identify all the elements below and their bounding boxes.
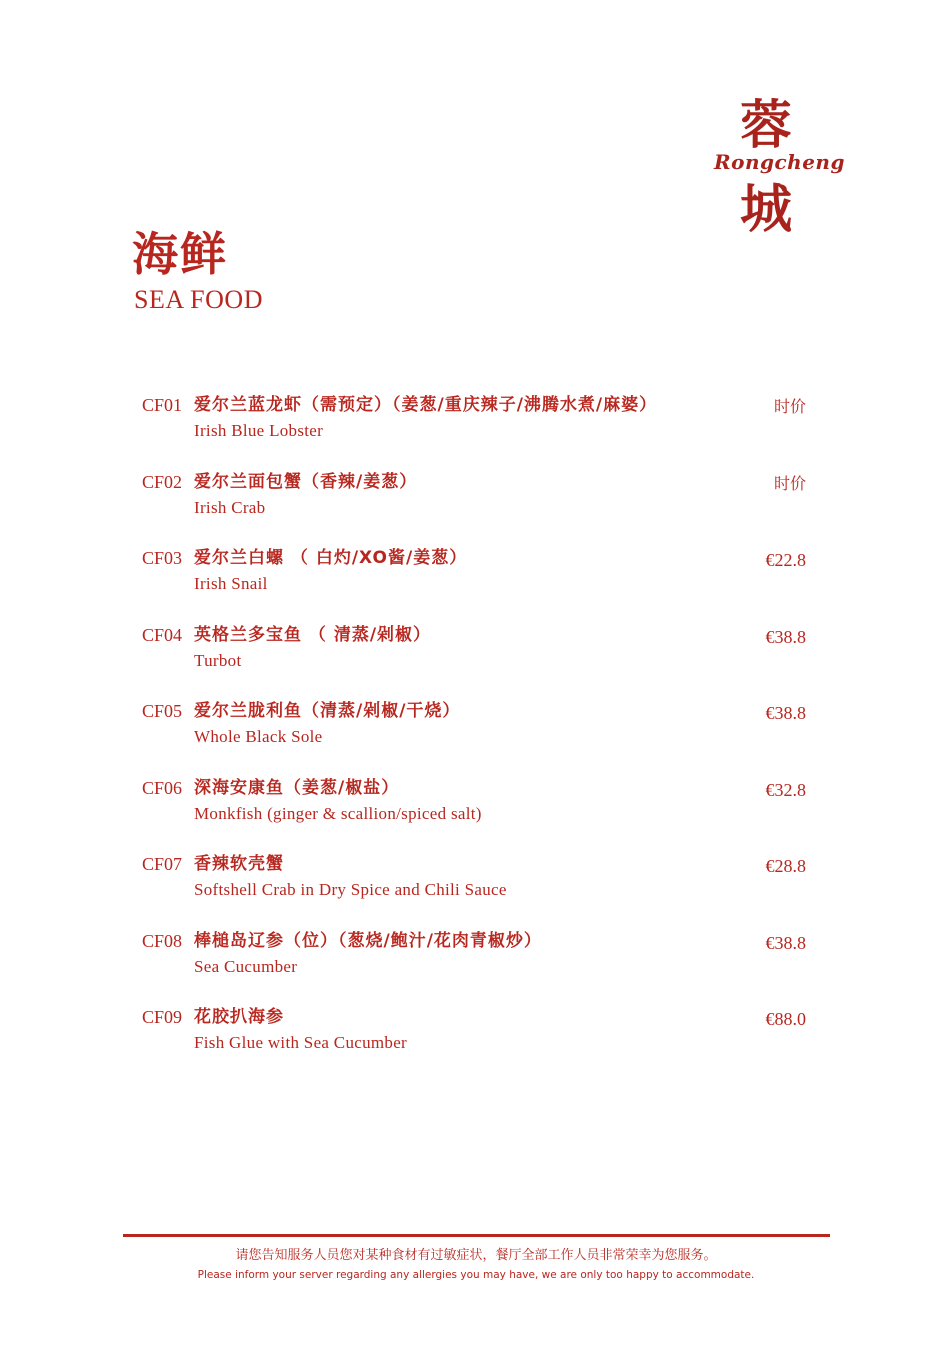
item-name-en: Irish Crab bbox=[194, 497, 266, 517]
menu-item-cf03 bbox=[142, 545, 812, 622]
item-name-en: Irish Snail bbox=[194, 574, 268, 593]
logo-char-bottom: 城 bbox=[740, 179, 793, 240]
item-name-zh: 香辣软壳蟹 bbox=[194, 854, 284, 874]
item-name-en: Fish Glue with Sea Cucumber bbox=[194, 1033, 408, 1052]
item-code: CF06 bbox=[142, 777, 183, 798]
item-price: €28.8 bbox=[765, 856, 806, 876]
item-name-en: Turbot bbox=[194, 650, 242, 670]
logo-char-top: 蓉 bbox=[740, 95, 793, 156]
menu-list bbox=[142, 392, 812, 1081]
footer-divider bbox=[123, 1234, 830, 1237]
item-price: €38.8 bbox=[765, 626, 806, 647]
item-price: 时价 bbox=[773, 397, 806, 416]
section-title-zh: 海鲜 bbox=[132, 227, 228, 281]
item-price: €22.8 bbox=[765, 550, 806, 570]
item-name-zh: 棒槌岛辽参（位）（葱烧/鲍汁/花肉青椒炒） bbox=[194, 930, 542, 951]
item-code: CF03 bbox=[142, 548, 183, 568]
rongcheng-logo bbox=[712, 95, 845, 240]
item-name-en: Softshell Crab in Dry Spice and Chili Sauce bbox=[194, 880, 507, 899]
item-price: €32.8 bbox=[765, 779, 806, 800]
item-code: CF02 bbox=[142, 471, 183, 492]
item-name-en: Monkfish (ginger & scallion/spiced salt) bbox=[194, 803, 482, 823]
menu-item-cf09 bbox=[142, 1004, 812, 1081]
menu-item-cf08 bbox=[142, 928, 812, 1005]
item-price: €38.8 bbox=[765, 703, 806, 723]
item-name-en: Sea Cucumber bbox=[194, 956, 298, 976]
menu-item-cf05 bbox=[142, 698, 812, 775]
allergy-note-zh: 请您告知服务人员您对某种食材有过敏症状，餐厅全部工作人员非常荣幸为您服务。 bbox=[235, 1248, 717, 1263]
item-price: 时价 bbox=[773, 473, 806, 493]
item-name-zh: 花胶扒海参 bbox=[194, 1007, 284, 1027]
item-name-zh: 英格兰多宝鱼 （ 清蒸/剁椒） bbox=[194, 624, 432, 645]
menu-item-cf07 bbox=[142, 851, 812, 928]
item-code: CF04 bbox=[142, 624, 183, 645]
logo-wordmark: Rongcheng bbox=[714, 150, 845, 174]
item-code: CF07 bbox=[142, 854, 183, 874]
item-name-en: Whole Black Sole bbox=[194, 727, 323, 746]
item-code: CF05 bbox=[142, 701, 183, 721]
section-title-en: SEA FOOD bbox=[134, 285, 263, 314]
item-name-zh: 爱尔兰蓝龙虾（需预定）（姜葱/重庆辣子/沸腾水煮/麻婆） bbox=[194, 395, 658, 415]
item-name-zh: 爱尔兰面包蟹（香辣/姜葱） bbox=[194, 471, 418, 492]
item-price: €38.8 bbox=[765, 932, 806, 953]
item-name-zh: 爱尔兰白螺 （ 白灼/XO酱/姜葱） bbox=[194, 548, 468, 568]
menu-item-cf01 bbox=[142, 392, 812, 469]
item-name-zh: 爱尔兰胧利鱼（清蒸/剁椒/干烧） bbox=[194, 701, 461, 721]
menu-item-cf04 bbox=[142, 622, 812, 699]
item-name-en: Irish Blue Lobster bbox=[194, 421, 324, 440]
item-name-zh: 深海安康鱼（姜葱/椒盐） bbox=[194, 777, 400, 798]
menu-item-cf02 bbox=[142, 469, 812, 546]
item-code: CF09 bbox=[142, 1007, 183, 1027]
menu-item-cf06 bbox=[142, 775, 812, 852]
item-price: €88.0 bbox=[765, 1009, 806, 1029]
item-code: CF01 bbox=[142, 395, 183, 415]
item-code: CF08 bbox=[142, 930, 183, 951]
allergy-note-en: Please inform your server regarding any allergies you may have, we are only too happy to accommodate. bbox=[197, 1269, 755, 1281]
